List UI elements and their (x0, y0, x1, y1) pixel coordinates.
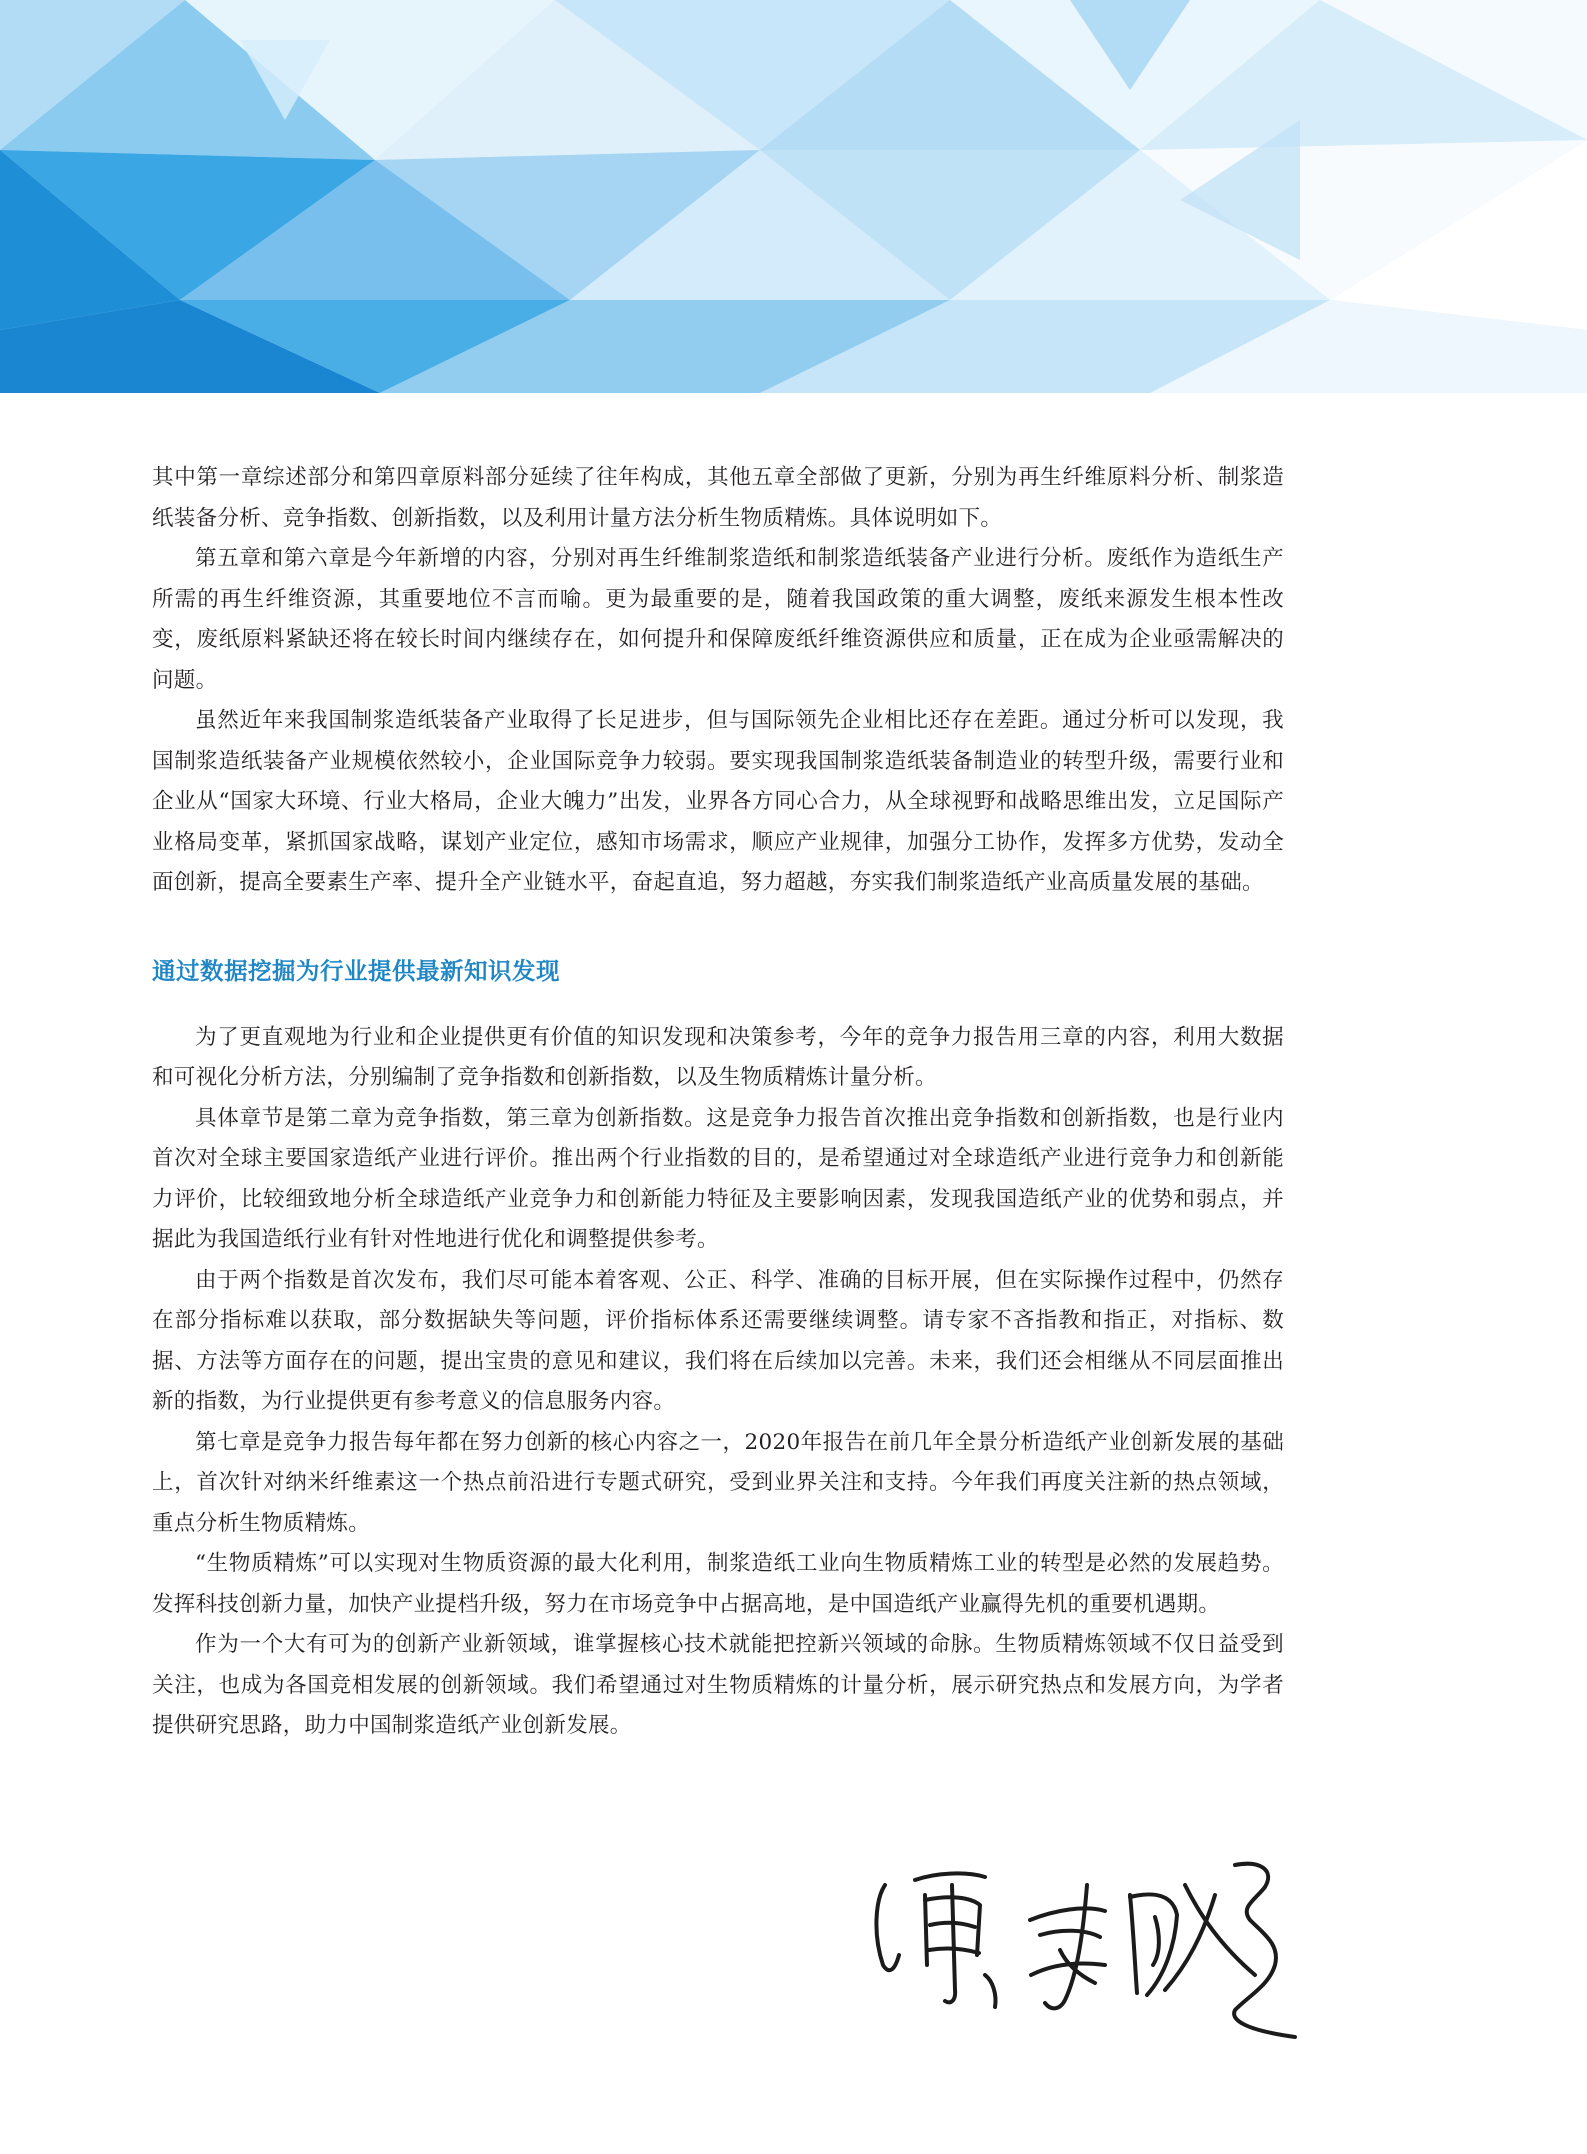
triangle-pattern (0, 0, 1587, 393)
section-paragraph: 为了更直观地为行业和企业提供更有价值的知识发现和决策参考，今年的竞争力报告用三章的内容，利用大数据和可视化分析方法，分别编制了竞争指数和创新指数，以及生物质精炼计量分析。 (152, 1024, 1284, 1090)
section-paragraph: 具体章节是第二章为竞争指数，第三章为创新指数。这是竞争力报告首次推出竞争指数和创新指数，也是行业内首次对全球主要国家造纸产业进行评价。推出两个行业指数的目的，是希望通过对全球造纸产业进行竞争力和创新能力评价，比较细致地分析全球造纸产业竞争力和创新能力特征及主要影响因素，发现我国造纸产业的优势和弱点，并据此为我国造纸行业有针对性地进行优化和调整提供参考。 (152, 1105, 1284, 1252)
section-heading: 通过数据挖掘为行业提供最新知识发现 (152, 956, 560, 985)
header-banner (0, 0, 1587, 393)
handwritten-signature (855, 1825, 1315, 2045)
intro-paragraph: 第五章和第六章是今年新增的内容，分别对再生纤维制浆造纸和制浆造纸装备产业进行分析。废纸作为造纸生产所需的再生纤维资源，其重要地位不言而喻。更为最重要的是，随着我国政策的重大调整，废纸来源发生根本性改变，废纸原料紧缺还将在较长时间内继续存在，如何提升和保障废纸纤维资源供应和质量，正在成为企业亟需解决的问题。 (152, 546, 1284, 693)
section-paragraph: 由于两个指数是首次发布，我们尽可能本着客观、公正、科学、准确的目标开展，但在实际操作过程中，仍然存在部分指标难以获取，部分数据缺失等问题，评价指标体系还需要继续调整。请专家不吝指教和指正，对指标、数据、方法等方面存在的问题，提出宝贵的意见和建议，我们将在后续加以完善。未来，我们还会相继从不同层面推出新的指数，为行业提供更有参考意义的信息服务内容。 (152, 1267, 1284, 1414)
article-body (152, 458, 1284, 1747)
section-paragraph: “生物质精炼”可以实现对生物质资源的最大化利用，制浆造纸工业向生物质精炼工业的转型是必然的发展趋势。发挥科技创新力量，加快产业提档升级，努力在市场竞争中占据高地，是中国造纸产业赢得先机的重要机遇期。 (152, 1551, 1284, 1617)
intro-paragraph: 其中第一章综述部分和第四章原料部分延续了往年构成，其他五章全部做了更新，分别为再生纤维原料分析、制浆造纸装备分析、竞争指数、创新指数，以及利用计量方法分析生物质精炼。具体说明如下。 (152, 465, 1284, 531)
section-paragraph: 第七章是竞争力报告每年都在努力创新的核心内容之一，2020年报告在前几年全景分析造纸产业创新发展的基础上，首次针对纳米纤维素这一个热点前沿进行专题式研究，受到业界关注和支持。今年我们再度关注新的热点领域，重点分析生物质精炼。 (152, 1429, 1284, 1536)
signature-icon (855, 1825, 1315, 2045)
intro-paragraph: 虽然近年来我国制浆造纸装备产业取得了长足进步，但与国际领先企业相比还存在差距。通过分析可以发现，我国制浆造纸装备产业规模依然较小，企业国际竞争力较弱。要实现我国制浆造纸装备制造业的转型升级，需要行业和企业从“国家大环境、行业大格局，企业大魄力”出发，业界各方同心合力，从全球视野和战略思维出发，立足国际产业格局变革，紧抓国家战略，谋划产业定位，感知市场需求，顺应产业规律，加强分工协作，发挥多方优势，发动全面创新，提高全要素生产率、提升全产业链水平，奋起直追，努力超越，夯实我们制浆造纸产业高质量发展的基础。 (152, 708, 1284, 895)
section-paragraph: 作为一个大有可为的创新产业新领域，谁掌握核心技术就能把控新兴领域的命脉。生物质精炼领域不仅日益受到关注，也成为各国竞相发展的创新领域。我们希望通过对生物质精炼的计量分析，展示研究热点和发展方向，为学者提供研究思路，助力中国制浆造纸产业创新发展。 (152, 1632, 1284, 1738)
